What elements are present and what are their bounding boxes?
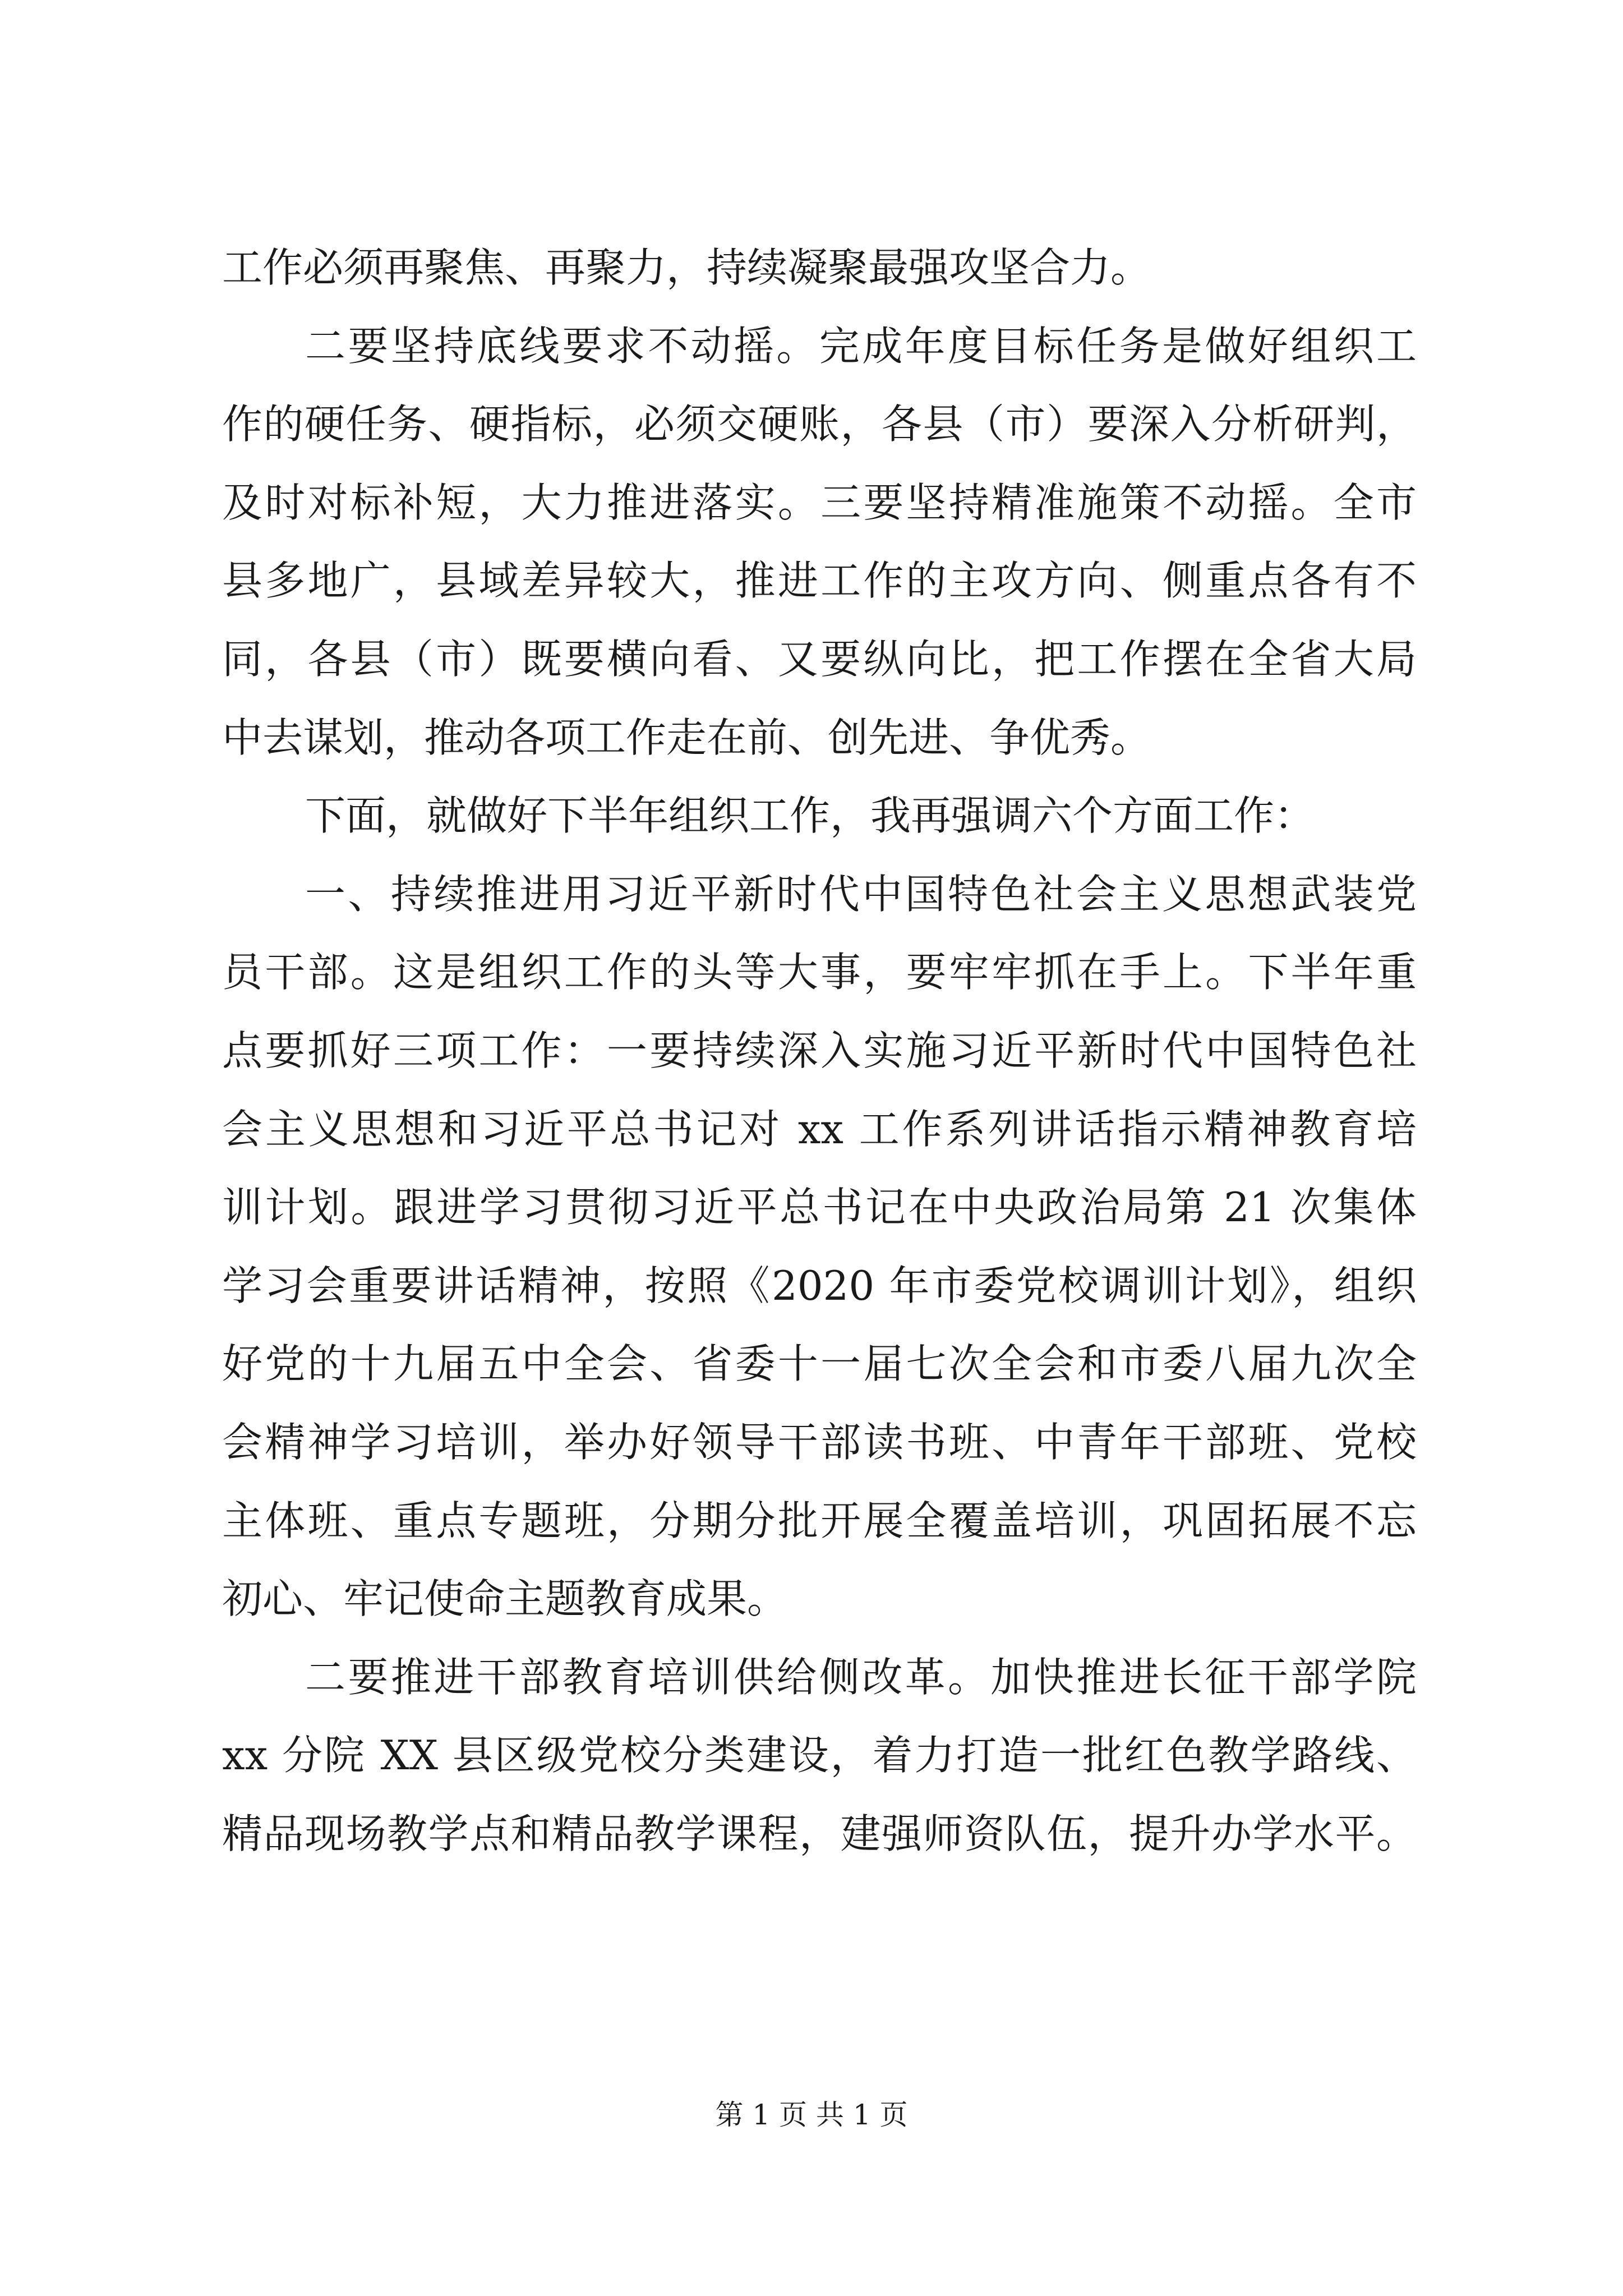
text-line: 一、持续推进用习近平新时代中国特色社会主义思想武装党 bbox=[305, 870, 1417, 918]
page-footer: 第 1 页 共 1 页 bbox=[715, 2099, 908, 2131]
text-line: 好党的十九届五中全会、省委十一届七次全会和市委八届九次全 bbox=[222, 1340, 1417, 1388]
text-line: 二要坚持底线要求不动摇。完成年度目标任务是做好组织工 bbox=[305, 322, 1417, 370]
text-line: 员干部。这是组织工作的头等大事，要牢牢抓在手上。下半年重 bbox=[222, 949, 1417, 996]
text-line: 工作必须再聚焦、再聚力，持续凝聚最强攻坚合力。 bbox=[222, 244, 1151, 291]
text-line: 县多地广，县域差异较大，推进工作的主攻方向、侧重点各有不 bbox=[222, 557, 1417, 605]
text-line: 同，各县（市）既要横向看、又要纵向比，把工作摆在全省大局 bbox=[222, 635, 1417, 683]
text-line: 会精神学习培训，举办好领导干部读书班、中青年干部班、党校 bbox=[222, 1418, 1417, 1466]
text-line: xx 分院 XX 县区级党校分类建设，着力打造一批红色教学路线、 bbox=[222, 1732, 1417, 1779]
text-line: 及时对标补短，大力推进落实。三要坚持精准施策不动摇。全市 bbox=[222, 478, 1417, 526]
text-line: 二要推进干部教育培训供给侧改革。加快推进长征干部学院 bbox=[305, 1653, 1417, 1701]
text-line: 学习会重要讲话精神，按照《2020 年市委党校调训计划》，组织 bbox=[222, 1262, 1417, 1309]
text-line: 训计划。跟进学习贯彻习近平总书记在中央政治局第 21 次集体 bbox=[222, 1184, 1417, 1231]
text-line: 会主义思想和习近平总书记对 xx 工作系列讲话指示精神教育培 bbox=[222, 1105, 1417, 1153]
text-line: 点要抓好三项工作：一要持续深入实施习近平新时代中国特色社 bbox=[222, 1027, 1417, 1074]
text-line: 作的硬任务、硬指标，必须交硬账，各县（市）要深入分析研判， bbox=[222, 401, 1417, 448]
text-line: 主体班、重点专题班，分期分批开展全覆盖培训，巩固拓展不忘 bbox=[222, 1497, 1417, 1544]
text-line: 中去谋划，推动各项工作走在前、创先进、争优秀。 bbox=[222, 714, 1151, 761]
text-line: 下面，就做好下半年组织工作，我再强调六个方面工作： bbox=[305, 792, 1315, 840]
text-line: 初心、牢记使命主题教育成果。 bbox=[222, 1575, 788, 1623]
document-body bbox=[222, 229, 1417, 1873]
text-line: 精品现场教学点和精品教学课程，建强师资队伍，提升办学水平。 bbox=[222, 1810, 1417, 1857]
